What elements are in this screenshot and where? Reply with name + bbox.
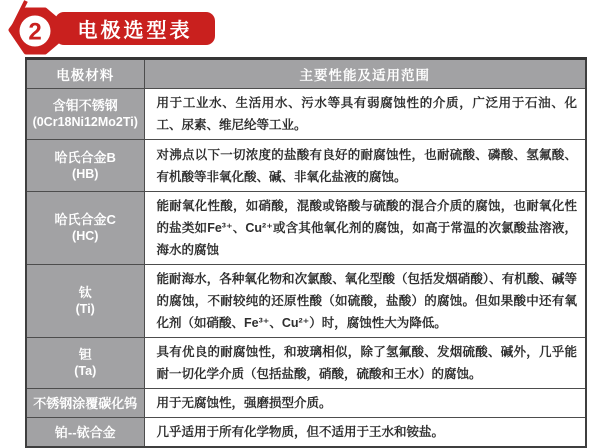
material-cell bbox=[26, 389, 144, 418]
section-banner bbox=[55, 12, 215, 45]
material-name: 钽 bbox=[78, 347, 92, 362]
description-cell: 对沸点以下一切浓度的盐酸有良好的耐腐蚀性，也耐硫酸、磷酸、氢氟酸、有机酸等非氧化酸、碱、非氧化盐液的腐蚀。 bbox=[144, 140, 586, 192]
description-cell: 用于工业水、生活用水、污水等具有弱腐蚀性的介质，广泛用于石油、化工、尿素、维尼纶等工业。 bbox=[144, 89, 586, 140]
table-container bbox=[25, 57, 587, 448]
material-cell bbox=[26, 418, 144, 448]
electrode-selection-table bbox=[25, 57, 587, 448]
description-cell: 能耐海水，各种氧化物和次氯酸、氧化型酸（包括发烟硝酸）、有机酸、碱等的腐蚀，不耐较纯的还原性酸（如硫酸，盐酸）的腐蚀。但如果酸中还有氧化剂（如硝酸、Fe³⁺、Cu²⁺）时，腐蚀性大为降低。 bbox=[144, 265, 586, 338]
material-cell bbox=[26, 192, 144, 265]
material-name: 不锈钢涂覆碳化钨 bbox=[33, 395, 138, 411]
step-number: 2 bbox=[28, 18, 42, 46]
material-code: (Ta) bbox=[74, 364, 97, 378]
table-row bbox=[26, 89, 586, 140]
material-name: 含钼不锈钢 bbox=[52, 98, 118, 113]
column-header-material: 电极材料 bbox=[26, 59, 144, 89]
description-cell: 能耐氧化性酸，如硝酸，混酸或铬酸与硫酸的混合介质的腐蚀，也耐氧化性的盐类如Fe³⁺、Cu²⁺或含其他氧化剂的腐蚀，如高于常温的次氯酸盐溶液，海水的腐蚀 bbox=[144, 192, 586, 265]
table-row bbox=[26, 338, 586, 389]
description-cell: 具有优良的耐腐蚀性，和玻璃相似，除了氢氟酸、发烟硫酸、碱外，几乎能耐一切化学介质（包括盐酸，硝酸，硫酸和王水）的腐蚀。 bbox=[144, 338, 586, 389]
material-name: 哈氏合金C bbox=[54, 212, 116, 227]
material-cell bbox=[26, 140, 144, 192]
material-name: 哈氏合金B bbox=[54, 149, 116, 165]
material-cell bbox=[26, 265, 144, 338]
description-cell: 用于无腐蚀性，强磨损型介质。 bbox=[144, 389, 586, 418]
table-row bbox=[26, 389, 586, 418]
section-title: 电极选型表 bbox=[77, 20, 193, 42]
table-row bbox=[26, 418, 586, 448]
table-row bbox=[26, 140, 586, 192]
material-code: (Ti) bbox=[75, 302, 95, 316]
step-badge bbox=[2, 0, 64, 58]
material-name: 铂--铱合金 bbox=[54, 424, 116, 440]
material-cell bbox=[26, 338, 144, 389]
material-code: (0Cr18Ni12Mo2Ti) bbox=[32, 115, 138, 129]
table-row bbox=[26, 192, 586, 265]
material-code: (HC) bbox=[72, 229, 99, 243]
material-name: 钛 bbox=[78, 285, 92, 300]
table-row bbox=[26, 265, 586, 338]
column-header-performance: 主要性能及适用范围 bbox=[144, 59, 586, 89]
header-row bbox=[26, 59, 586, 89]
description-cell: 几乎适用于所有化学物质，但不适用于王水和铵盐。 bbox=[144, 418, 586, 448]
material-code: (HB) bbox=[72, 166, 99, 181]
material-cell bbox=[26, 89, 144, 140]
